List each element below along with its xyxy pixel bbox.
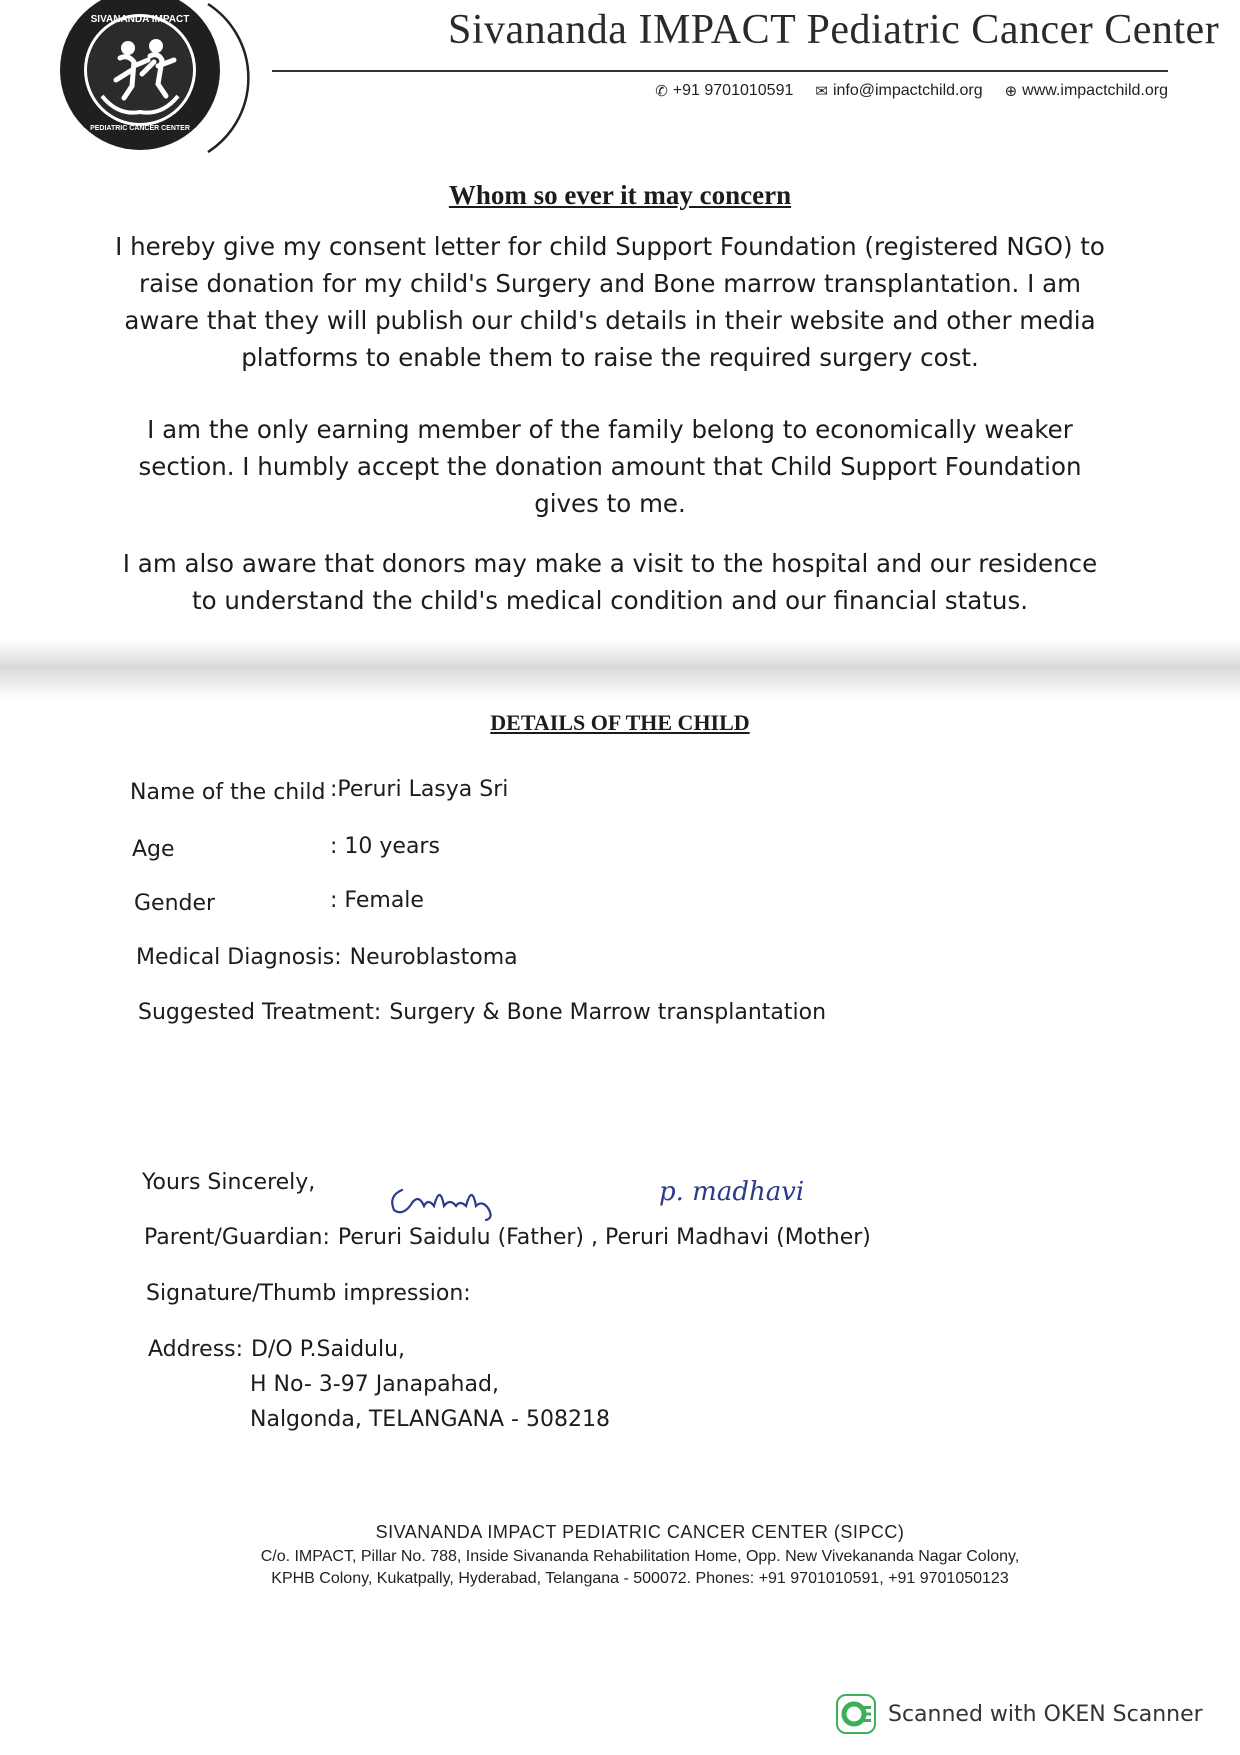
details-heading: DETAILS OF THE CHILD	[490, 710, 750, 735]
income-paragraph: I am the only earning member of the family belong to economically weaker section. I humbly accept the donation amount that Child Support Foundation gives to me.	[138, 415, 1082, 518]
parent-value: Peruri Saidulu (Father) , Peruri Madhavi (Mother)	[337, 1225, 871, 1250]
father-signature	[380, 1170, 540, 1225]
address-line3: Nalgonda, TELANGANA - 508218	[250, 1407, 610, 1432]
website-url: www.impactchild.org	[1022, 82, 1168, 99]
age-label: Age	[132, 837, 175, 862]
parent-row	[144, 1225, 871, 1250]
diagnosis-label: Medical Diagnosis:	[136, 945, 342, 970]
svg-text:p. madhavi: p. madhavi	[659, 1177, 805, 1207]
signature-label: Signature/Thumb impression:	[146, 1281, 471, 1306]
treatment-row	[138, 1000, 826, 1025]
diagnosis-row	[136, 945, 518, 970]
age-value: : 10 years	[330, 834, 440, 859]
header-divider	[272, 70, 1168, 72]
consent-paragraph: I hereby give my consent letter for child Support Foundation (registered NGO) to raise donation for my child's Surgery and Bone marrow transplantation. I am aware that they will publish our child's details in their website and other media platforms to enable them to raise the required surgery cost.	[115, 232, 1105, 372]
phone-contact	[655, 82, 793, 100]
email-contact	[815, 82, 982, 100]
org-title: Sivananda IMPACT Pediatric Cancer Center	[448, 7, 1220, 53]
footer-address-line1: C/o. IMPACT, Pillar No. 788, Inside Sivananda Rehabilitation Home, Opp. New Vivekananda Nagar Colony,	[260, 1548, 1020, 1565]
address-line2: H No- 3-97 Janapahad,	[250, 1372, 499, 1397]
logo-bottom-text: PEDIATRIC CANCER CENTER	[90, 125, 190, 132]
closing-salutation: Yours Sincerely,	[142, 1170, 316, 1195]
treatment-label: Suggested Treatment:	[138, 1000, 382, 1025]
gender-value: : Female	[330, 888, 424, 913]
scanner-watermark	[836, 1694, 1203, 1734]
parent-label: Parent/Guardian:	[144, 1225, 330, 1250]
diagnosis-value: Neuroblastoma	[349, 945, 518, 970]
scanner-text: Scanned with OKEN Scanner	[888, 1701, 1203, 1727]
mail-icon: ✉	[815, 83, 828, 100]
mother-signature	[655, 1168, 805, 1213]
gender-label: Gender	[134, 891, 216, 916]
phone-icon: ✆	[655, 83, 668, 100]
contact-line	[560, 82, 1168, 100]
logo-top-text: SIVANANDA IMPACT	[90, 14, 190, 25]
visit-paragraph: I am also aware that donors may make a visit to the hospital and our residence to understand the child's medical condition and our financial status.	[122, 549, 1098, 615]
scanner-logo-icon	[836, 1694, 876, 1734]
scan-shadow	[0, 640, 1240, 700]
letter-heading: Whom so ever it may concern	[448, 180, 792, 210]
globe-icon: ⊕	[1004, 83, 1018, 100]
child-name-value: :Peruri Lasya Sri	[330, 777, 509, 802]
address-label: Address:	[148, 1337, 244, 1362]
footer-org-name: SIVANANDA IMPACT PEDIATRIC CANCER CENTER (SIPCC)	[375, 1522, 905, 1542]
phone-number: +91 9701010591	[672, 82, 794, 99]
child-name-label: Name of the child	[130, 780, 326, 805]
address-line1: D/O P.Saidulu,	[251, 1337, 406, 1362]
footer-address-line2: KPHB Colony, Kukatpally, Hyderabad, Telangana - 500072. Phones: +91 9701010591, +91 9701050123	[271, 1570, 1009, 1587]
org-logo	[58, 0, 270, 160]
email-address: info@impactchild.org	[832, 82, 983, 99]
address-row	[148, 1337, 405, 1362]
website-contact	[1005, 82, 1168, 100]
treatment-value: Surgery & Bone Marrow transplantation	[389, 1000, 827, 1025]
